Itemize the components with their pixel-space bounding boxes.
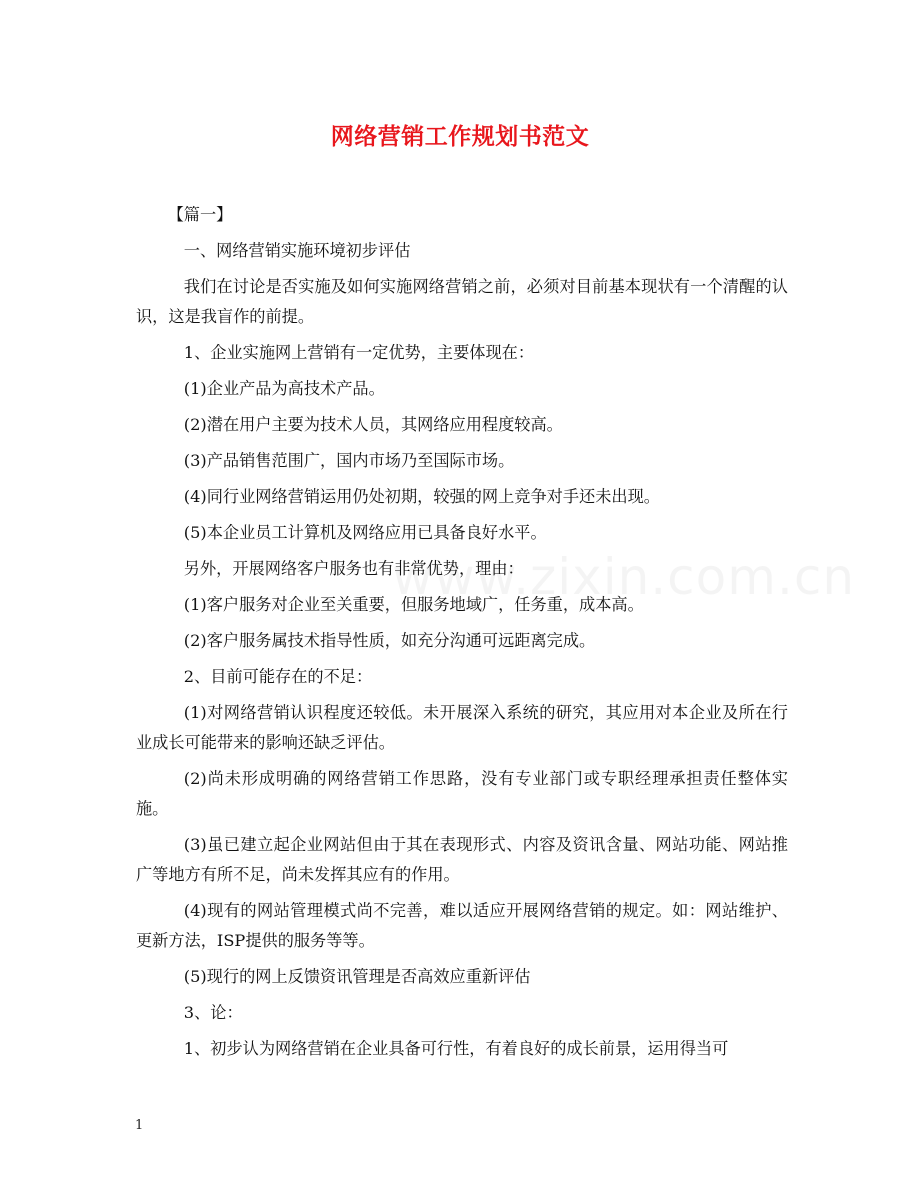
list-item: (5)现行的网上反馈资讯管理是否高效应重新评估 xyxy=(183,967,531,986)
paragraph: 2、目前可能存在的不足： xyxy=(183,667,373,686)
list-item: (2)尚未形成明确的网络营销工作思路，没有专业部门或专职经理承担责任整体实施。 xyxy=(136,769,788,818)
document-title: 网络营销工作规划书范文 xyxy=(330,123,590,150)
section-heading: 一、网络营销实施环境初步评估 xyxy=(183,241,411,260)
list-item: (4)现有的网站管理模式尚不完善，难以适应开展网络营销的规定。如：网站维护、更新方法，ISP提供的服务等等。 xyxy=(136,901,788,950)
document-body xyxy=(136,200,788,1064)
list-item: (5)本企业员工计算机及网络应用已具备良好水平。 xyxy=(183,523,547,542)
list-item: (2)客户服务属技术指导性质，如充分沟通可远距离完成。 xyxy=(183,631,596,650)
list-item: (3)虽已建立起企业网站但由于其在表现形式、内容及资讯含量、网站功能、网站推广等地方有所不足，尚未发挥其应有的作用。 xyxy=(136,835,788,884)
paragraph: 1、初步认为网络营销在企业具备可行性，有着良好的成长前景，运用得当可 xyxy=(183,1039,729,1058)
paragraph: 1、企业实施网上营销有一定优势，主要体现在： xyxy=(183,343,535,362)
paragraph: 我们在讨论是否实施及如何实施网络营销之前，必须对目前基本现状有一个清醒的认识，这是我盲作的前提。 xyxy=(136,277,788,326)
paragraph: 3、论： xyxy=(183,1003,243,1022)
list-item: (1)企业产品为高技术产品。 xyxy=(183,379,385,398)
section-label: 【篇一】 xyxy=(167,205,233,224)
list-item: (1)客户服务对企业至关重要，但服务地域广，任务重，成本高。 xyxy=(183,595,644,614)
paragraph: 另外，开展网络客户服务也有非常优势，理由： xyxy=(183,559,524,578)
list-item: (2)潜在用户主要为技术人员，其网络应用程度较高。 xyxy=(183,415,563,434)
page-number: 1 xyxy=(135,1118,144,1133)
list-item: (4)同行业网络营销运用仍处初期，较强的网上竞争对手还未出现。 xyxy=(183,487,660,506)
list-item: (3)产品销售范围广，国内市场乃至国际市场。 xyxy=(183,451,515,470)
list-item: (1)对网络营销认识程度还较低。未开展深入系统的研究，其应用对本企业及所在行业成长可能带来的影响还缺乏评估。 xyxy=(136,703,788,752)
